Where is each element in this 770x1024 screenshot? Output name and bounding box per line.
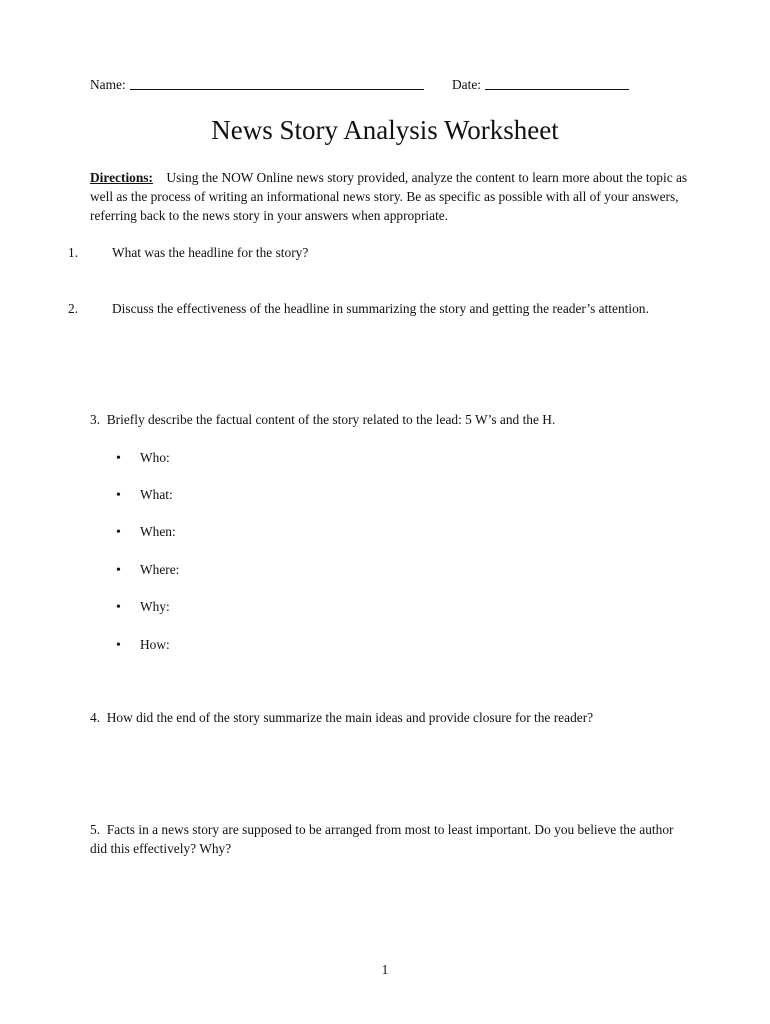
page-number: 1 bbox=[381, 962, 389, 977]
question-number: 5. bbox=[90, 822, 101, 837]
bullet-icon: • bbox=[116, 638, 121, 653]
name-label: Name: bbox=[90, 77, 126, 92]
bullet-label: How: bbox=[140, 637, 170, 652]
page-title: News Story Analysis Worksheet bbox=[211, 115, 559, 145]
question-number: 4. bbox=[90, 710, 101, 725]
question-number: 1. bbox=[68, 245, 79, 260]
date-label: Date: bbox=[452, 77, 481, 92]
question-5 bbox=[90, 820, 685, 858]
question-3 bbox=[90, 410, 690, 429]
list-item-where bbox=[116, 560, 416, 580]
bullet-label: What: bbox=[140, 487, 173, 502]
list-item-why bbox=[116, 597, 416, 617]
question-text: Facts in a news story are supposed to be arranged from most to least important. Do you believe the author did this effectively? Why? bbox=[90, 822, 674, 856]
bullet-icon: • bbox=[116, 451, 121, 466]
question-number: 3. bbox=[90, 412, 101, 427]
bullet-label: When: bbox=[140, 524, 176, 539]
name-field[interactable] bbox=[130, 89, 424, 90]
question-text: Discuss the effectiveness of the headline in summarizing the story and getting the reader’s attention. bbox=[112, 301, 649, 316]
directions-label: Directions: bbox=[90, 170, 153, 185]
bullet-label: Where: bbox=[140, 562, 180, 577]
list-item-what bbox=[116, 485, 416, 505]
bullet-label: Who: bbox=[140, 450, 170, 465]
question-2 bbox=[68, 299, 692, 318]
directions bbox=[90, 168, 690, 225]
list-item-who bbox=[116, 448, 416, 468]
list-item-how bbox=[116, 635, 416, 655]
directions-text: Using the NOW Online news story provided, analyze the content to learn more about the topic as well as the process of writing an informational news story. Be as specific as possible with all of your answers, referring back to the news story in your answers when appropriate. bbox=[90, 170, 688, 223]
list-item-when bbox=[116, 522, 416, 542]
question-text: What was the headline for the story? bbox=[112, 245, 309, 260]
date-field[interactable] bbox=[485, 89, 629, 90]
question-number: 2. bbox=[68, 301, 79, 316]
bullet-label: Why: bbox=[140, 599, 170, 614]
header-fields bbox=[90, 75, 650, 95]
question-text: How did the end of the story summarize the main ideas and provide closure for the reader? bbox=[106, 710, 594, 725]
bullet-icon: • bbox=[116, 600, 121, 615]
question-1 bbox=[68, 243, 712, 262]
bullet-icon: • bbox=[116, 488, 121, 503]
bullet-icon: • bbox=[116, 563, 121, 578]
bullet-icon: • bbox=[116, 525, 121, 540]
question-4 bbox=[90, 708, 690, 727]
question-text: Briefly describe the factual content of the story related to the lead: 5 W’s and the H. bbox=[106, 412, 556, 427]
